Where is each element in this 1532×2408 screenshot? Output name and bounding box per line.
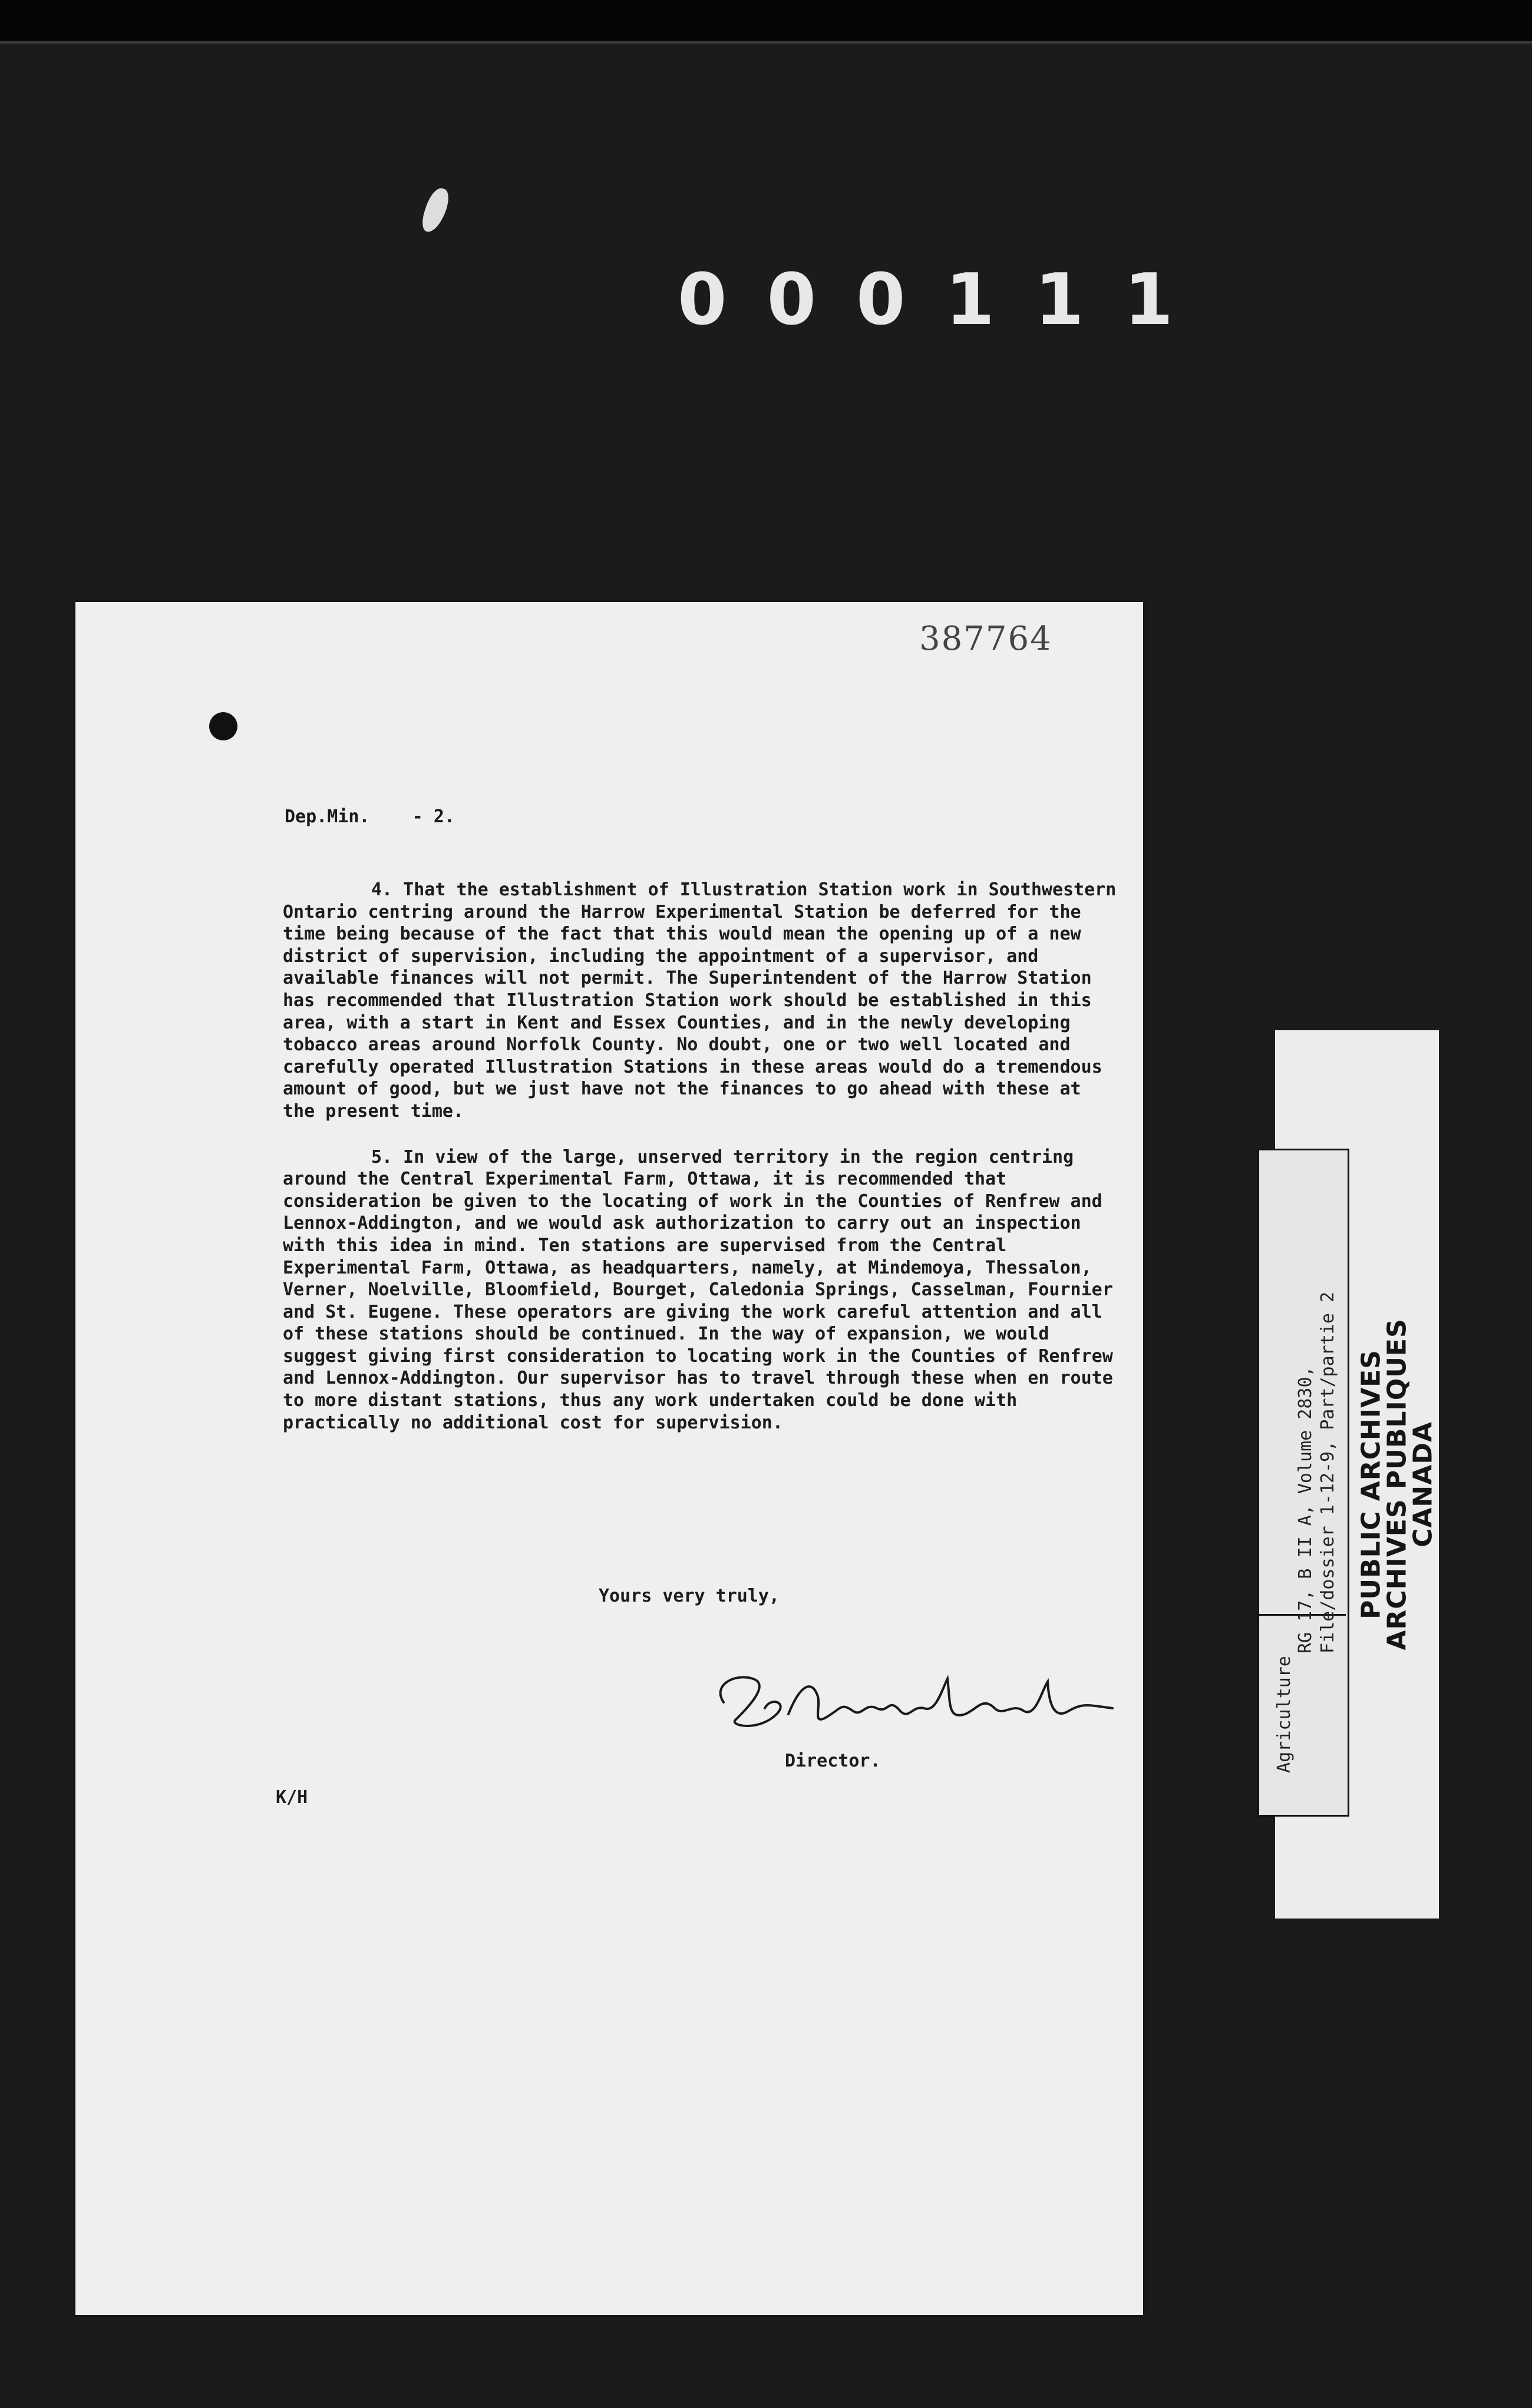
reference-line-2: File/dossier 1-12-9, Part/partie 2 [1318,1291,1338,1654]
signer-title: Director. [785,1751,881,1771]
microfilm-frame-number: 000111 [678,259,1213,341]
punch-hole [209,712,237,740]
paragraph-5: 5. In view of the large, unserved territory in the region centring around the Central Experimental Farm, Ottawa, it is recommended that consideration be given to the locating of work in the Counties of Renfrew and Lennox-Addington, and we would ask authorization to carry out an inspection with this idea in mind. Ten stations are supervised from the Central Experimental Farm, Ottawa, as headquarters, namely, at Mindemoya, Thessalon, Verner, Noelville, Bloomfield, Bourget, Caledonia Springs, Casselman, Fournier and St. Eugene. These operators are giving the work careful attention and all of these stations should be continued. In the way of expansion, we would suggest giving first consideration to locating work in the Counties of Renfrew and Lennox-Addington. Our supervisor has to travel through these when en route to more distant stations, thus any work undertaken could be done with practically no additional cost for supervision. [283,1146,1113,1433]
stamp-line-3: CANADA [1408,1421,1438,1547]
reference-line-1: RG 17, B II A, Volume 2830, [1295,1366,1316,1654]
archive-category [1257,1638,1310,1791]
letter-header: Dep.Min. - 2. [285,806,455,827]
document-number: 387764 [919,620,1052,658]
paragraph-4: 4. That the establishment of Illustration Station work in Southwestern Ontario centring around the Harrow Experimental Station be deferred for the time being because of the fact that this would mean the opening up of a new district of supervision, including the appointment of a supervisor, and available finances will not permit. The Superintendent of the Harrow Station has recommended that Illustration Station work should be established in this area, with a start in Kent and Essex Counties, and in the newly developing tobacco areas around Norfolk County. No doubt, one or two well located and carefully operated Illustration Stations in these areas would do a tremendous amount of good, but we just have not the finances to go ahead with these at the present time. [283,879,1117,1122]
letter-body [283,879,1120,1434]
film-dust-mark [419,186,452,236]
letter-closing: Yours very truly, [599,1586,780,1606]
stamp-line-1: PUBLIC ARCHIVES [1356,1349,1386,1619]
archive-stamp [1356,1272,1438,1696]
film-edge [0,0,1532,44]
letter-page [75,602,1143,2315]
typist-initials: K/H [276,1787,308,1808]
handwritten-signature [700,1661,1124,1749]
stamp-line-2: ARCHIVES PUBLIQUES [1382,1318,1412,1650]
category-text: Agriculture [1273,1655,1295,1773]
